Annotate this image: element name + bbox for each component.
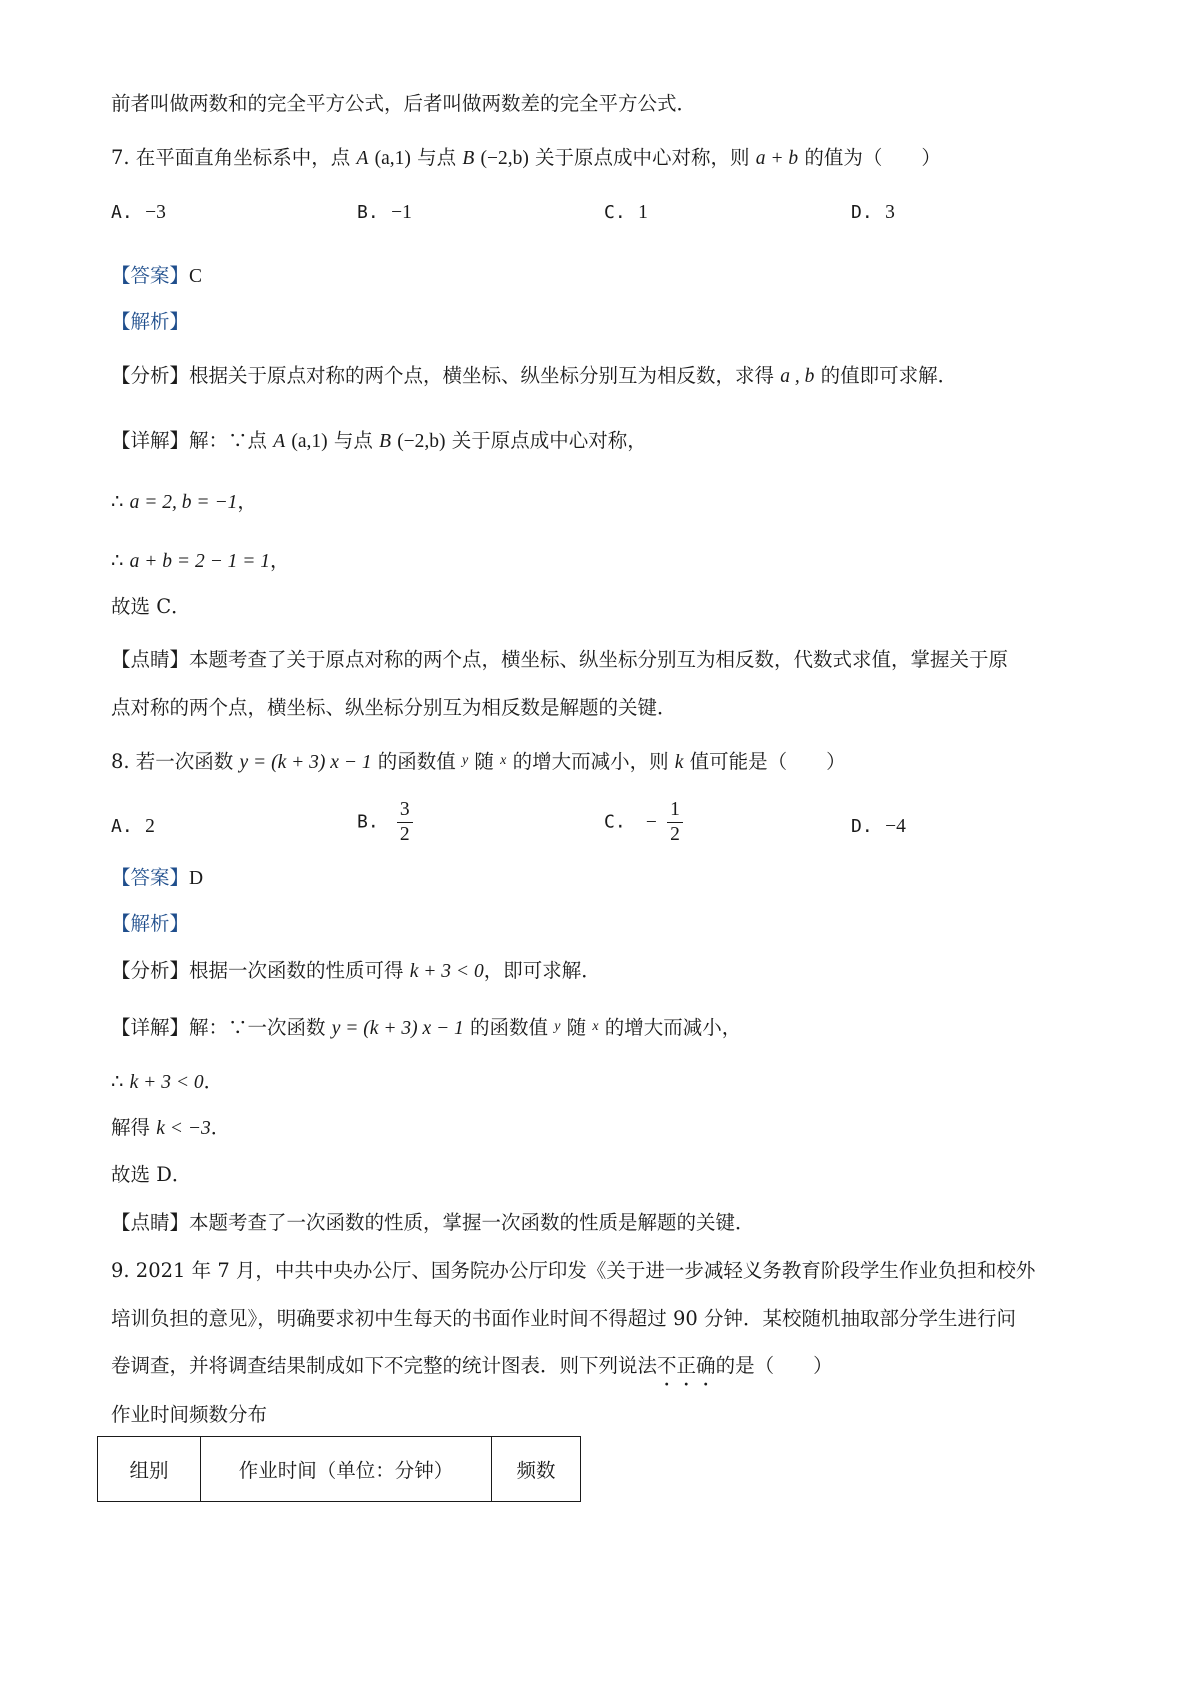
therefore-symbol: ∴ xyxy=(111,490,124,513)
header-cell-group: 组别 xyxy=(98,1437,201,1502)
fenxi-post: 的值即可求解． xyxy=(820,364,958,387)
xj-post: 关于原点成中心对称， xyxy=(451,429,647,452)
q8-k: k xyxy=(674,752,684,773)
q8-pre: 8. 若一次函数 xyxy=(111,750,234,773)
q7-fenxi xyxy=(111,362,957,391)
q8-option-c xyxy=(604,798,683,847)
option-label: A. xyxy=(111,816,133,837)
xj-point-b: B xyxy=(379,431,391,452)
option-value: 1 xyxy=(638,202,648,223)
intro-line: 前者叫做两数和的完全平方公式，后者叫做两数差的完全平方公式． xyxy=(111,92,697,115)
option-value: −3 xyxy=(145,202,166,223)
q7-option-c xyxy=(604,198,648,227)
q8-dianjing xyxy=(111,1209,755,1237)
q8-mid2: 随 xyxy=(474,750,494,773)
q8-x: x xyxy=(500,753,507,768)
fenxi-text: 根据一次函数的性质可得 xyxy=(189,959,404,982)
xj-point-a: A xyxy=(273,431,286,452)
q7-choose: 故选 C． xyxy=(111,595,191,618)
fraction-sign: − xyxy=(645,811,657,833)
q8-y: y xyxy=(462,753,469,768)
therefore-symbol: ∴ xyxy=(111,549,124,572)
step-end: ， xyxy=(270,549,290,572)
xiangjie-tag: 【详解】 xyxy=(111,429,190,452)
fenxi-tag: 【分析】 xyxy=(111,959,190,982)
option-label: B. xyxy=(357,811,379,833)
fenxi-math: k + 3 < 0 xyxy=(409,961,484,982)
q7-mid: 与点 xyxy=(417,146,457,169)
q7-point-a: A xyxy=(356,148,369,169)
q9-line-2: 培训负担的意见》，明确要求初中生每天的书面作业时间不得超过 90 分钟．某校随机抽取部分学生进行问 xyxy=(111,1307,1016,1330)
step-end: ． xyxy=(210,1116,231,1139)
q9-line-1: 9. 2021 年 7 月，中共中央办公厅、国务院办公厅印发《关于进一步减轻义务教育阶段学生作业负担和校外 xyxy=(111,1259,1036,1282)
fenxi-post: ，即可求解． xyxy=(483,959,601,982)
fraction xyxy=(397,798,413,847)
option-label: D. xyxy=(851,202,873,223)
q7-step-1 xyxy=(111,488,257,517)
q7-option-d xyxy=(851,198,895,227)
fenxi-math: a , b xyxy=(780,366,815,387)
dianjing-text: 本题考查了一次函数的性质，掌握一次函数的性质是解题的关键． xyxy=(189,1211,755,1234)
xj-x: x xyxy=(592,1019,599,1034)
q9-line-3-pre: 卷调查，并将调查结果制成如下不完整的统计图表．则下列说法 xyxy=(111,1354,658,1377)
q8-step-2 xyxy=(111,1114,230,1143)
fenxi-tag: 【分析】 xyxy=(111,364,190,387)
q7-post: 关于原点成中心对称，则 xyxy=(535,146,750,169)
q8-option-d xyxy=(851,812,906,841)
q8-option-a xyxy=(111,812,155,841)
option-label: D. xyxy=(851,816,873,837)
q8-choose: 故选 D． xyxy=(111,1163,192,1186)
answer-value: D xyxy=(189,868,204,889)
step-math: a = 2, b = −1 xyxy=(129,492,238,513)
q8-function: y = (k + 3) x − 1 xyxy=(239,752,372,773)
option-value: −4 xyxy=(885,816,906,837)
xiangjie-pre: 解：∵点 xyxy=(189,429,268,452)
table-title: 作业时间频数分布 xyxy=(111,1403,268,1426)
q8-analysis-tag xyxy=(111,910,189,938)
step-math: a + b = 2 − 1 = 1 xyxy=(129,551,271,572)
question-7 xyxy=(111,144,941,173)
step-pre: 解得 xyxy=(111,1116,151,1139)
analysis-tag: 【解析】 xyxy=(111,912,190,935)
q9-line-3 xyxy=(111,1352,833,1380)
xiangjie-pre: 解：∵一次函数 xyxy=(189,1016,326,1039)
table-header-row xyxy=(98,1437,581,1502)
fraction-denominator: 2 xyxy=(399,824,410,845)
analysis-tag: 【解析】 xyxy=(111,310,190,333)
xj-mid1: 的函数值 xyxy=(470,1016,549,1039)
q8-step-1 xyxy=(111,1068,223,1097)
option-value: 3 xyxy=(885,202,895,223)
header-cell-frequency: 频数 xyxy=(492,1437,581,1502)
q8-mid1: 的函数值 xyxy=(377,750,456,773)
dianjing-text: 本题考查了关于原点对称的两个点，横坐标、纵坐标分别互为相反数，代数式求值，掌握关于原 xyxy=(189,648,1009,671)
q8-xiangjie xyxy=(111,1013,741,1043)
q8-answer xyxy=(111,864,203,893)
emphasis-char: 正 xyxy=(676,1354,697,1377)
q9-line-3-post: 的是（ ） xyxy=(715,1354,833,1377)
xj-post: 的增大而减小， xyxy=(604,1016,742,1039)
dianjing-tag: 【点睛】 xyxy=(111,648,190,671)
question-8 xyxy=(111,747,846,777)
header-cell-time: 作业时间（单位：分钟） xyxy=(201,1437,492,1502)
option-label: B. xyxy=(357,202,379,223)
q7-pre: 7. 在平面直角坐标系中，点 xyxy=(111,146,351,169)
step-end: ． xyxy=(203,1070,224,1093)
q8-option-b xyxy=(357,798,413,847)
xj-point-a-args: (a,1) xyxy=(291,431,328,452)
xj-mid: 与点 xyxy=(333,429,373,452)
fraction xyxy=(667,798,683,847)
q7-answer xyxy=(111,262,202,291)
frequency-table xyxy=(97,1436,581,1502)
xj-function: y = (k + 3) x − 1 xyxy=(331,1018,464,1039)
q8-end: 值可能是（ ） xyxy=(689,750,846,773)
fraction-denominator: 2 xyxy=(670,824,680,845)
q7-option-b xyxy=(357,198,412,227)
q7-point-b: B xyxy=(462,148,475,169)
answer-tag: 【答案】 xyxy=(111,866,190,889)
emphasis-char: 确 xyxy=(696,1354,716,1377)
step-math: k + 3 < 0 xyxy=(129,1072,204,1093)
fraction-numerator: 3 xyxy=(397,798,413,823)
fraction-numerator: 1 xyxy=(667,798,683,823)
option-value: 2 xyxy=(145,816,155,837)
therefore-symbol: ∴ xyxy=(111,1070,124,1093)
step-math: k < −3 xyxy=(156,1118,211,1139)
option-label: C. xyxy=(604,202,626,223)
fenxi-text: 根据关于原点对称的两个点，横坐标、纵坐标分别互为相反数，求得 xyxy=(189,364,775,387)
q7-dianjing-1 xyxy=(111,646,1008,674)
q8-fenxi xyxy=(111,957,601,986)
option-label: C. xyxy=(604,811,626,833)
q7-expr: a + b xyxy=(755,148,799,169)
answer-value: C xyxy=(189,266,203,287)
q7-end: 的值为（ ） xyxy=(804,146,941,169)
step-end: ， xyxy=(237,490,257,513)
q7-dianjing-2: 点对称的两个点，横坐标、纵坐标分别互为相反数是解题的关键． xyxy=(111,696,677,719)
q7-options xyxy=(111,198,1111,258)
option-label: A. xyxy=(111,202,133,223)
q8-mid3: 的增大而减小，则 xyxy=(512,750,669,773)
dianjing-tag: 【点睛】 xyxy=(111,1211,190,1234)
q7-analysis-tag xyxy=(111,308,189,336)
q7-point-a-args: (a,1) xyxy=(374,148,411,169)
emphasis-char: 不 xyxy=(657,1354,677,1377)
xj-mid2: 随 xyxy=(566,1016,587,1039)
xj-y: y xyxy=(554,1019,561,1034)
q7-option-a xyxy=(111,198,166,227)
q7-xiangjie xyxy=(111,427,647,456)
xiangjie-tag: 【详解】 xyxy=(111,1016,190,1039)
q8-options xyxy=(111,798,1111,858)
answer-tag: 【答案】 xyxy=(111,264,190,287)
q7-step-2 xyxy=(111,547,290,576)
option-value: −1 xyxy=(391,202,412,223)
xj-point-b-args: (−2,b) xyxy=(397,431,446,452)
q7-point-b-args: (−2,b) xyxy=(480,148,529,169)
